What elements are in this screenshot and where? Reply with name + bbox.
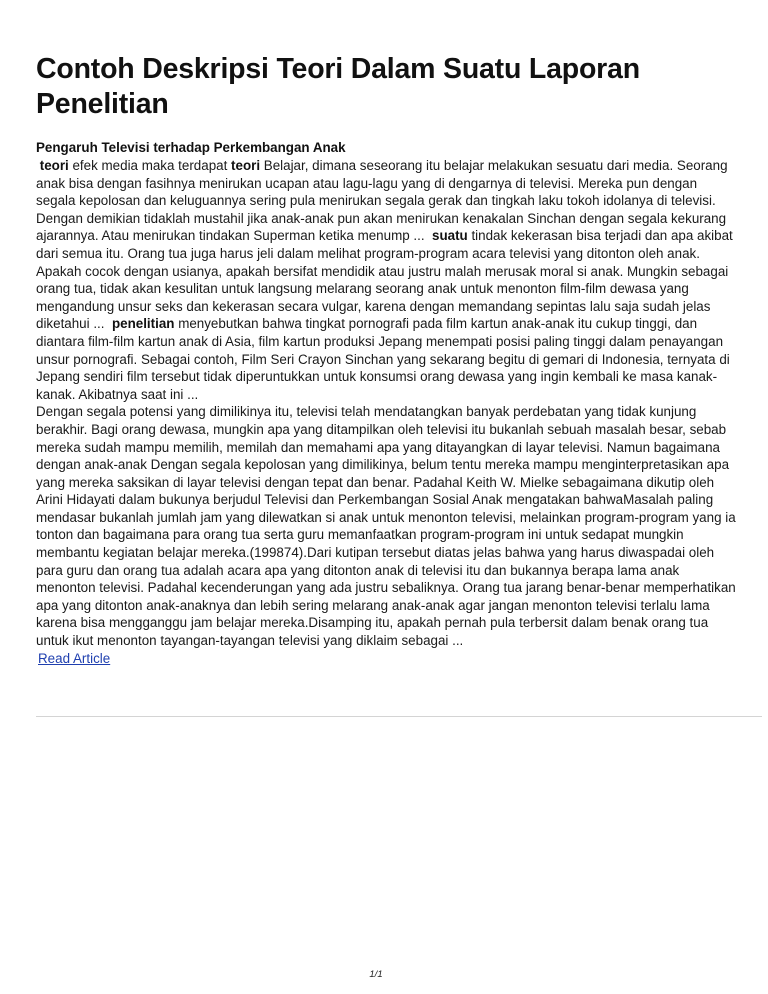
article-subheading: Pengaruh Televisi terhadap Perkembangan Anak bbox=[36, 140, 346, 155]
keyword-penelitian: penelitian bbox=[111, 316, 175, 332]
excerpt-text: tindak kekerasan bisa terjadi dan apa akibat dari semua itu. Orang tua juga harus jeli dalam melihat program-program acara televisi yang ditonton oleh anak. Apakah cocok dengan usianya, apakah bersifat mendidik atau justru malah merusak moral si anak. Mungkin sebagai orang tua, tidak akan kesulitan untuk langsung melarang seorang anak untuk menonton film-film dewasa yang mengandung unsur seks dan kekerasan secara vulgar, karena dengan memandang sepintas lalu saja sudah jelas diketahui ... bbox=[36, 228, 733, 332]
keyword-teori: teori bbox=[231, 158, 261, 173]
excerpt-text: Belajar, dimana seseorang itu belajar melakukan sesuatu dari media. Seorang anak bisa dengan fasihnya menirukan ucapan atau lagu-lagu yang di dengarnya di televisi. Mereka pun dengan segala kepolosan dan keluguannya sering pula menirukan segala gerak dan tingkah laku tokoh idolanya di televisi. Dengan demikian tidaklah mustahil jika anak-anak pun akan menirukan kenakalan Sinchan dengan segala kekurang ajarannya. Atau menirukan tindakan Superman ketika menump ... bbox=[36, 158, 728, 244]
page-number: 1/1 bbox=[369, 969, 383, 980]
keyword-suatu: suatu bbox=[432, 228, 468, 244]
excerpt-paragraph-2: Dengan segala potensi yang dimilikinya itu, televisi telah mendatangkan banyak perdebatan yang tidak kunjung berakhir. Bagi orang dewasa, mungkin apa yang ditampilkan oleh televisi itu bukanlah sebuah masalah besar, sebab mereka sudah mampu memilih, memilah dan memahami apa yang ditayangkan di layar televisi. Namun bagaimana dengan anak-anak Dengan segala kepolosan yang dimilikinya, belum tentu mereka mampu menginterpretasikan apa yang mereka saksikan di layar televisi dengan tepat dan benar. Padahal Keith W. Mielke sebagaimana dikutip oleh Arini Hidayati dalam bukunya berjudul Televisi dan Perkembangan Sosial Anak mengatakan bahwaMasalah paling mendasar bukanlah jumlah jam yang dilewatkan si anak untuk menonton televisi, melainkan program-program yang ia tonton dan bagaimana para orang tua serta guru memanfaatkan program-program ini untuk sedapat mungkin membantu kegiatan belajar mereka.(199874).Dari kutipan tersebut diatas jelas bahwa yang harus diwaspadai oleh para guru dan orang tua adalah acara apa yang ditonton anak di televisi itu dan bukannya berapa lama anak menonton televisi. Padahal kecenderungan yang ada justru sebaliknya. Orang tua jarang benar-benar memperhatikan apa yang ditonton anak-anaknya dan lebih sering melarang anak-anak agar jangan menonton televisi terlalu lama karena bisa mengganggu jam belajar mereka.Disamping itu, apakah pernah pula terbersit dalam benak orang tua untuk ikut menonton tayangan-tayangan televisi yang diklaim sebagai ... bbox=[36, 404, 736, 649]
keyword-teori: teori bbox=[39, 158, 69, 173]
excerpt-paragraph-1 bbox=[36, 157, 736, 403]
read-article-link[interactable]: Read Article bbox=[38, 650, 111, 666]
page-title: Contoh Deskripsi Teori Dalam Suatu Laporan Penelitian bbox=[36, 53, 640, 120]
excerpt-text: menyebutkan bahwa tingkat pornografi pada film kartun anak-anak itu cukup tinggi, dan diantara film-film kartun anak di Asia, film kartun produksi Jepang menempati posisi paling tinggi dalam penayangan unsur pornografi. Sebagai contoh, Film Seri Crayon Sinchan yang sekarang begitu di gemari di Indonesia, ternyata di Jepang sendiri film tersebut tidak diperuntukkan untuk konsumsi orang dewasa yang ingin kembali ke masa kanak-kanak. Akibatnya saat ini ... bbox=[36, 316, 730, 402]
document-body bbox=[36, 52, 736, 668]
divider bbox=[36, 716, 762, 717]
excerpt-text: efek media maka terdapat bbox=[68, 158, 232, 173]
